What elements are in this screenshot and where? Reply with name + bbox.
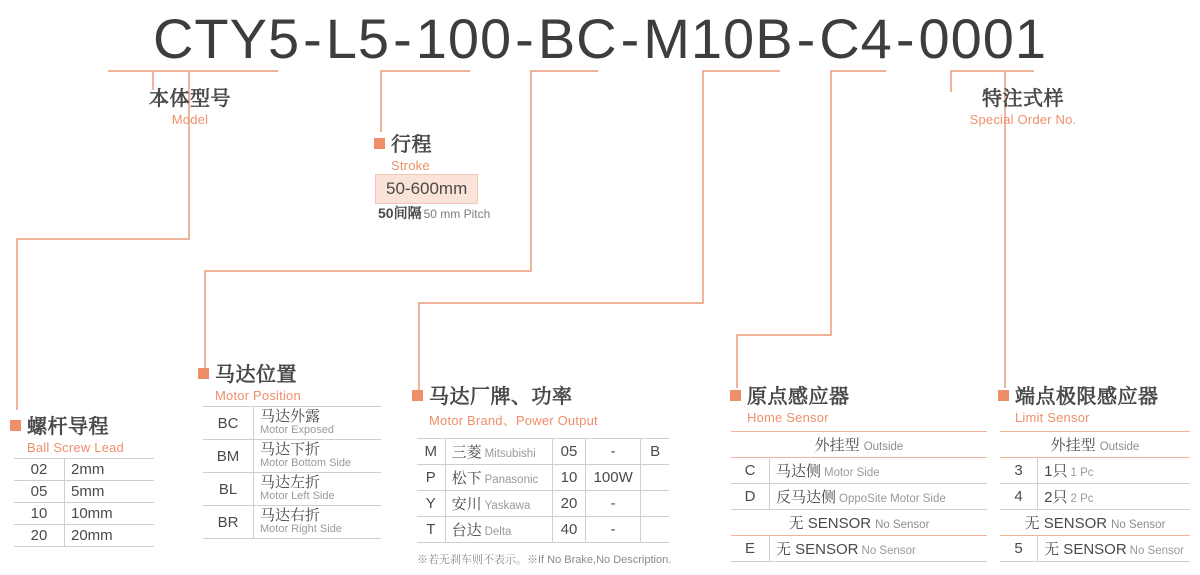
table-row — [417, 465, 669, 491]
limit-value-cn: 1只 — [1044, 463, 1068, 480]
motorpos-code: BC — [203, 407, 254, 440]
brand-code: T — [417, 517, 445, 543]
lead-code: 02 — [14, 459, 65, 481]
part-separator: - — [620, 7, 641, 70]
table-row — [203, 440, 381, 473]
group-brand-subtitle: Motor Brand、Power Output — [429, 413, 598, 428]
group-model-subtitle: Model — [171, 112, 209, 127]
group-model — [100, 82, 280, 127]
table-row — [14, 503, 154, 525]
stroke-range-box — [375, 174, 478, 204]
group-home-sensor — [730, 380, 850, 425]
brand-code: P — [417, 465, 445, 491]
group-home-subtitle: Home Sensor — [747, 410, 829, 425]
brand-name — [445, 439, 552, 465]
motorpos-value-en: Motor Right Side — [260, 523, 342, 535]
limit-value-cn: 无 SENSOR — [1044, 541, 1127, 558]
group-motor-position — [198, 358, 301, 403]
power-code: 05 — [552, 439, 585, 465]
table-row — [203, 473, 381, 506]
leader-line-brand-v2 — [418, 302, 420, 390]
home-nosensor-cn: 无 SENSOR — [788, 515, 872, 532]
part-segment-motor-position: BC — [537, 7, 618, 70]
bullet-square-icon — [730, 390, 741, 401]
motor-brand-footnote: ※若无刹车则不表示。※If No Brake,No Description. — [417, 554, 672, 566]
motorpos-value-cn: 马达左折 — [260, 474, 321, 491]
home-sensor-header-en: Outside — [863, 441, 904, 453]
part-segment-lead: L5 — [325, 7, 391, 70]
part-segment-motor-brand: M10B — [643, 7, 794, 70]
motorpos-value-en: Motor Left Side — [260, 490, 335, 502]
leader-line-stroke-top — [380, 70, 470, 72]
limit-nosensor-row — [1000, 510, 1190, 536]
part-separator: - — [515, 7, 535, 70]
brake-code — [641, 517, 669, 543]
motorpos-value — [254, 473, 382, 506]
motorpos-value — [254, 440, 382, 473]
group-limit-subtitle: Limit Sensor — [1015, 410, 1090, 425]
brand-name-cn: 台达 — [451, 522, 482, 539]
part-separator: - — [895, 7, 916, 70]
limit-value-en: 2 Pc — [1070, 493, 1094, 505]
group-motorpos-title: 马达位置 — [215, 364, 297, 386]
group-special-title: 特注式样 — [982, 88, 1064, 110]
table-row — [417, 439, 669, 465]
leader-line-stroke-v — [380, 70, 382, 132]
table-row — [14, 481, 154, 503]
bullet-square-icon — [10, 420, 21, 431]
home-value-en: Motor Side — [824, 467, 880, 479]
table-row — [417, 517, 669, 543]
group-limit-sensor — [998, 380, 1159, 425]
limit-value — [1038, 484, 1190, 510]
home-code: C — [731, 458, 770, 484]
brand-code: Y — [417, 491, 445, 517]
group-lead-title: 螺杆导程 — [27, 416, 109, 438]
group-stroke-title: 行程 — [391, 134, 432, 156]
brake-code — [641, 491, 669, 517]
leader-line-motorpos-v1 — [530, 70, 532, 270]
part-segment-special: 0001 — [918, 7, 1048, 70]
limit-code: 4 — [1000, 484, 1038, 510]
bullet-square-icon — [374, 138, 385, 149]
brand-name-en: Mitsubishi — [484, 448, 536, 460]
limit-code: 5 — [1000, 536, 1038, 562]
table-row — [14, 525, 154, 547]
leader-line-lead-top — [188, 70, 278, 72]
part-number — [0, 6, 1200, 71]
table-home-sensor — [731, 431, 987, 562]
brand-name-en: Yaskawa — [484, 500, 531, 512]
home-value — [770, 484, 988, 510]
group-brand-title: 马达厂牌、功率 — [429, 386, 573, 408]
home-sensor-header — [731, 432, 987, 458]
bullet-square-icon — [412, 390, 423, 401]
leader-line-special-top — [950, 70, 1022, 72]
home-value — [770, 536, 988, 562]
brand-name-cn: 三菱 — [451, 444, 482, 461]
part-separator: - — [303, 7, 323, 70]
stroke-pitch-en: 50 mm Pitch — [423, 207, 491, 221]
power-value: - — [586, 439, 641, 465]
motorpos-code: BR — [203, 506, 254, 539]
group-home-title: 原点感应器 — [747, 386, 850, 408]
leader-line-home-h — [736, 334, 832, 336]
brand-name-cn: 安川 — [451, 496, 482, 513]
brand-name — [445, 517, 552, 543]
table-header-row — [731, 432, 987, 458]
home-sensor-header-cn: 外挂型 — [814, 437, 860, 454]
table-row — [731, 458, 987, 484]
power-code: 40 — [552, 517, 585, 543]
home-code: D — [731, 484, 770, 510]
home-nosensor-en: No Sensor — [875, 519, 930, 531]
limit-code: 3 — [1000, 458, 1038, 484]
brake-code — [641, 465, 669, 491]
limit-value-en: No Sensor — [1129, 545, 1184, 557]
limit-sensor-header — [1000, 432, 1190, 458]
lead-value: 2mm — [65, 459, 155, 481]
group-special-subtitle: Special Order No. — [969, 112, 1077, 127]
part-separator: - — [796, 7, 817, 70]
limit-nosensor-en: No Sensor — [1111, 519, 1166, 531]
lead-value: 20mm — [65, 525, 155, 547]
leader-line-brand-h — [418, 302, 704, 304]
brand-name-en: Delta — [484, 526, 512, 538]
stroke-pitch-cn: 50间隔 — [378, 205, 422, 221]
group-stroke-subtitle: Stroke — [391, 158, 430, 173]
table-row — [203, 506, 381, 539]
lead-code: 05 — [14, 481, 65, 503]
group-special-order — [932, 82, 1114, 127]
leader-line-motorpos-top — [530, 70, 598, 72]
limit-value-cn: 2只 — [1044, 489, 1068, 506]
table-row — [203, 407, 381, 440]
table-row — [417, 491, 669, 517]
part-segment-stroke: 100 — [415, 7, 513, 70]
stroke-range: 50-600mm — [386, 179, 468, 198]
limit-sensor-header-en: Outside — [1099, 441, 1140, 453]
lead-value: 5mm — [65, 481, 155, 503]
group-ball-screw-lead — [10, 410, 124, 455]
motorpos-value-cn: 马达外露 — [260, 408, 321, 425]
home-nosensor-row — [731, 510, 987, 536]
brake-code: B — [641, 439, 669, 465]
power-value: - — [586, 491, 641, 517]
leader-line-motorpos-v2 — [204, 270, 206, 368]
group-lead-subtitle: Ball Screw Lead — [27, 440, 124, 455]
motorpos-value-en: Motor Exposed — [260, 424, 334, 436]
table-motor-position — [203, 406, 381, 539]
lead-code: 20 — [14, 525, 65, 547]
group-limit-title: 端点极限感应器 — [1015, 386, 1159, 408]
brand-name-cn: 松下 — [451, 470, 482, 487]
home-value-cn: 马达侧 — [776, 463, 822, 480]
power-code: 10 — [552, 465, 585, 491]
group-stroke — [374, 128, 432, 173]
brand-code: M — [417, 439, 445, 465]
table-row — [1000, 458, 1190, 484]
limit-value — [1038, 536, 1190, 562]
limit-sensor-header-cn: 外挂型 — [1050, 437, 1096, 454]
table-row — [731, 510, 987, 536]
motorpos-value — [254, 506, 382, 539]
group-motorpos-subtitle: Motor Position — [215, 388, 301, 403]
motorpos-value — [254, 407, 382, 440]
home-value-en: OppoSite Motor Side — [839, 493, 946, 505]
leader-line-brand-v1 — [702, 70, 704, 302]
leader-line-motorpos-h — [204, 270, 532, 272]
brand-name-en: Panasonic — [484, 474, 539, 486]
limit-value — [1038, 458, 1190, 484]
home-value-cn: 反马达侧 — [776, 489, 837, 506]
leader-line-home-v1 — [830, 70, 832, 334]
lead-code: 10 — [14, 503, 65, 525]
table-row — [14, 459, 154, 481]
stroke-pitch-note — [378, 203, 490, 223]
table-row — [1000, 510, 1190, 536]
home-code: E — [731, 536, 770, 562]
bullet-square-icon — [998, 390, 1009, 401]
part-segment-model: CTY5 — [152, 7, 301, 70]
motorpos-code: BL — [203, 473, 254, 506]
part-separator: - — [393, 7, 413, 70]
limit-value-en: 1 Pc — [1070, 467, 1094, 479]
motorpos-value-cn: 马达下折 — [260, 441, 321, 458]
table-motor-brand — [417, 438, 669, 543]
power-value: 100W — [586, 465, 641, 491]
power-value: - — [586, 517, 641, 543]
brand-name — [445, 465, 552, 491]
lead-value: 10mm — [65, 503, 155, 525]
table-row — [1000, 484, 1190, 510]
part-segment-home-sensor: C4 — [819, 7, 893, 70]
leader-line-lead-v2 — [16, 238, 18, 410]
leader-line-model-h — [108, 70, 198, 72]
limit-nosensor-cn: 无 SENSOR — [1024, 515, 1108, 532]
brand-name — [445, 491, 552, 517]
table-limit-sensor — [1000, 431, 1190, 562]
motorpos-value-cn: 马达右折 — [260, 507, 321, 524]
power-code: 20 — [552, 491, 585, 517]
leader-line-home-top — [830, 70, 886, 72]
table-row — [1000, 536, 1190, 562]
table-ball-screw-lead — [14, 458, 154, 547]
table-row — [731, 484, 987, 510]
motorpos-code: BM — [203, 440, 254, 473]
table-row — [731, 536, 987, 562]
home-value-cn: 无 SENSOR — [776, 541, 859, 558]
motorpos-value-en: Motor Bottom Side — [260, 457, 352, 469]
group-motor-brand — [412, 380, 598, 429]
home-value — [770, 458, 988, 484]
table-header-row — [1000, 432, 1190, 458]
leader-line-brand-top — [702, 70, 780, 72]
bullet-square-icon — [198, 368, 209, 379]
home-value-en: No Sensor — [861, 545, 916, 557]
leader-line-lead-h — [16, 238, 190, 240]
group-model-title: 本体型号 — [149, 88, 231, 110]
